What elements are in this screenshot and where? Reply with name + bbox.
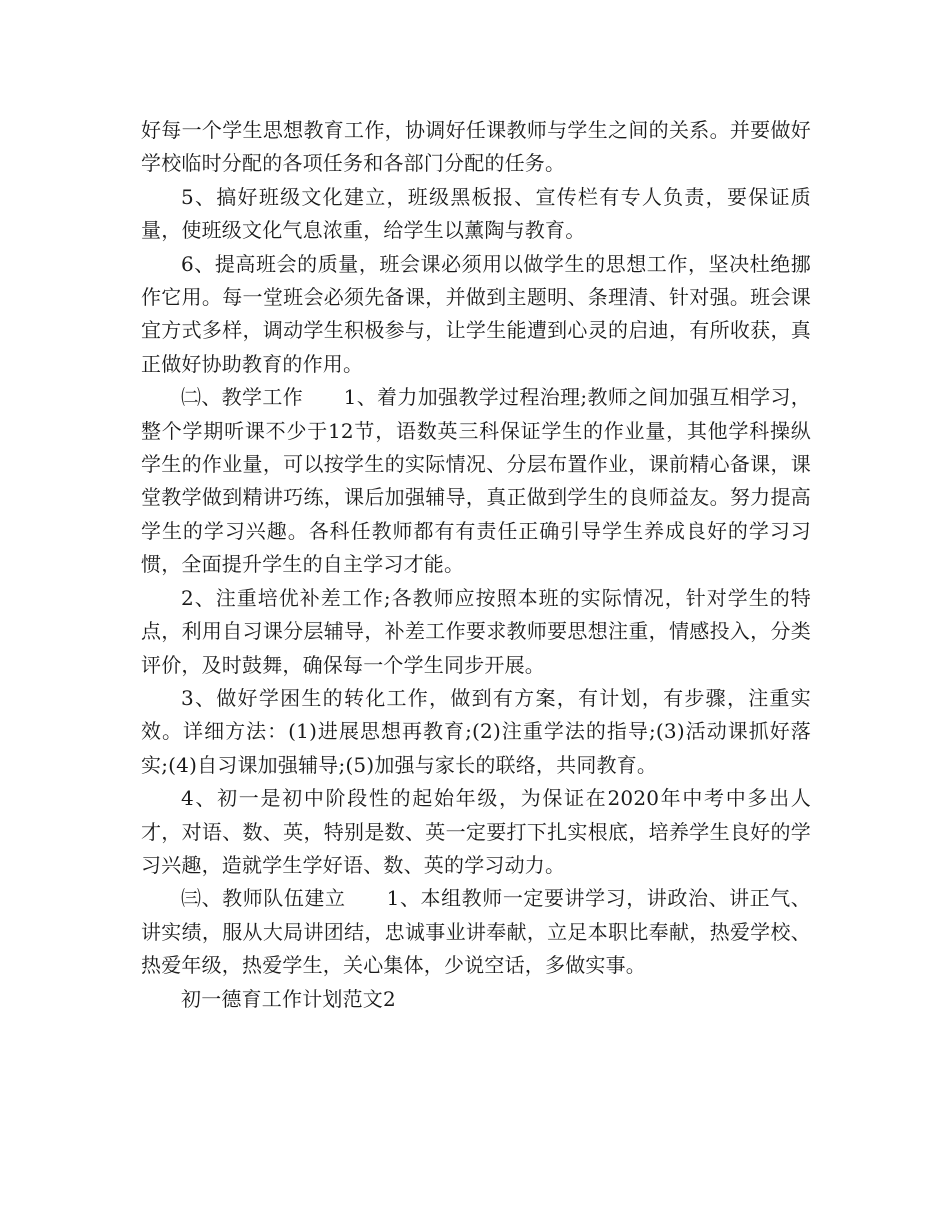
paragraph-item-6: 6、提高班会的质量，班会课必须用以做学生的思想工作，坚决杜绝挪作它用。每一堂班会必须先备课，并做到主题明、条理清、针对强。班会课宜方式多样，调动学生积极参与，让学生能遭到心灵的启迪，有所收获，真正做好协助教育的作用。 [141, 251, 811, 376]
paragraph-teaching-work: ㈡、教学工作 1、着力加强教学过程治理;教师之间加强互相学习，整个学期听课不少于12节，语数英三科保证学生的作业量，其他学科操纵学生的作业量，可以按学生的实际情况、分层布置作业，课前精心备课，课堂教学做到精讲巧练，课后加强辅导，真正做到学生的良师益友。努力提高学生的学习兴趣。各科任教师都有有责任正确引导学生养成良好的学习习惯，全面提升学生的自主学习才能。 [141, 385, 811, 577]
paragraph-continuation: 好每一个学生思想教育工作，协调好任课教师与学生之间的关系。并要做好学校临时分配的各项任务和各部门分配的任务。 [141, 118, 811, 176]
paragraph-teacher-team: ㈢、教师队伍建立 1、本组教师一定要讲学习，讲政治、讲正气、讲实绩，服从大局讲团结，忠诚事业讲奉献，立足本职比奉献，热爱学校、热爱年级，热爱学生，关心集体，少说空话，多做实事。 [141, 886, 811, 978]
document-body [141, 114, 811, 1016]
paragraph-teaching-item-3: 3、做好学困生的转化工作，做到有方案，有计划，有步骤，注重实效。详细方法：(1)进展思想再教育;(2)注重学法的指导;(3)活动课抓好落实;(4)自习课加强辅导;(5)加强与家长的联络，共同教育。 [141, 685, 811, 777]
paragraph-teaching-item-4: 4、初一是初中阶段性的起始年级，为保证在2020年中考中多出人才，对语、数、英，特别是数、英一定要打下扎实根底，培养学生良好的学习兴趣，造就学生学好语、数、英的学习动力。 [141, 786, 811, 877]
section-heading: 初一德育工作计划范文2 [181, 986, 396, 1011]
paragraph-teaching-item-2: 2、注重培优补差工作;各教师应按照本班的实际情况，针对学生的特点，利用自习课分层辅导，补差工作要求教师要思想注重，情感投入，分类评价，及时鼓舞，确保每一个学生同步开展。 [141, 585, 811, 677]
paragraph-item-5: 5、搞好班级文化建立，班级黑板报、宣传栏有专人负责，要保证质量，使班级文化气息浓重，给学生以薰陶与教育。 [141, 184, 811, 243]
